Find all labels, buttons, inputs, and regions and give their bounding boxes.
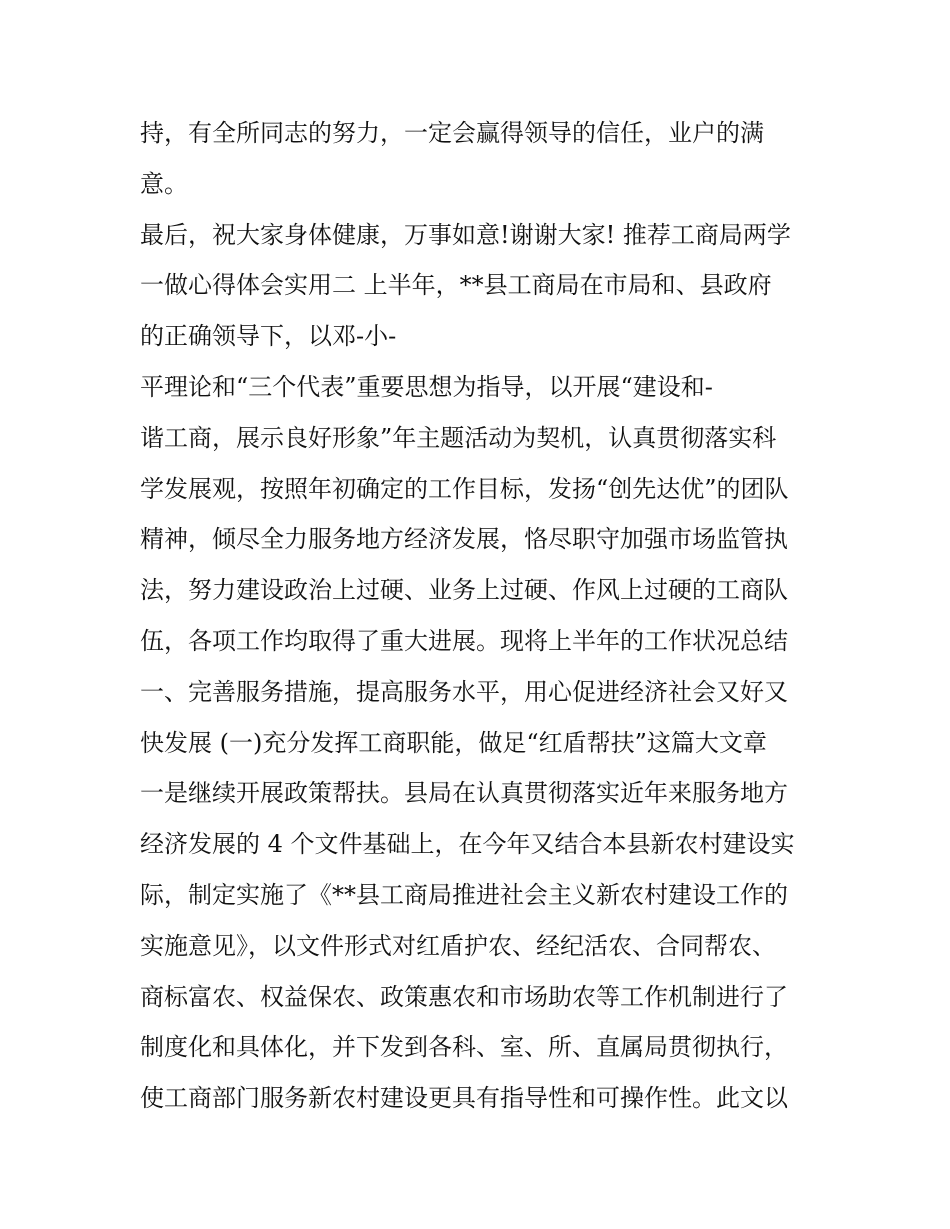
text-line: 快发展 (一)充分发挥工商职能，做足“红盾帮扶”这篇大文章 — [140, 728, 767, 757]
text-line: 一做心得体会实用二 上半年，**县工商局在市局和、县政府 — [140, 271, 772, 300]
text-line: 最后，祝大家身体健康，万事如意!谢谢大家! 推荐工商局两学 — [140, 220, 791, 249]
text-line: 持，有全所同志的努力，一定会赢得领导的信任，业户的满 — [140, 119, 764, 147]
text-line: 经济发展的 4 个文件基础上，在今年又结合本县新农村建设实 — [140, 830, 795, 859]
body-text — [140, 108, 840, 1124]
text-line: 实施意见》，以文件形式对红盾护农、经纪活农、合同帮农、 — [140, 931, 776, 960]
text-line: 制度化和具体化，并下发到各科、室、所、直属局贯彻执行， — [140, 1033, 788, 1062]
text-line: 的正确领导下，以邓-小- — [140, 322, 397, 351]
text-line: 平理论和“三个代表”重要思想为指导，以开展“建设和- — [140, 372, 713, 401]
text-line: 意。 — [140, 169, 188, 198]
text-line: 商标富农、权益保农、政策惠农和市场助农等工作机制进行了 — [140, 982, 788, 1011]
text-line: 一、完善服务措施，提高服务水平，用心促进经济社会又好又 — [140, 677, 788, 706]
text-line: 一是继续开展政策帮扶。县局在认真贯彻落实近年来服务地方 — [140, 779, 788, 808]
text-line: 伍，各项工作均取得了重大进展。现将上半年的工作状况总结 — [140, 626, 788, 655]
text-line: 使工商部门服务新农村建设更具有指导性和可操作性。此文以 — [140, 1084, 788, 1113]
text-line: 谐工商，展示良好形象”年主题活动为契机，认真贯彻落实科 — [140, 423, 777, 452]
text-line: 精神，倾尽全力服务地方经济发展，恪尽职守加强市场监管执 — [140, 525, 788, 554]
text-line: 法，努力建设政治上过硬、业务上过硬、作风上过硬的工商队 — [140, 576, 788, 605]
text-line: 学发展观，按照年初确定的工作目标，发扬“创先达优”的团队 — [140, 474, 789, 503]
text-line: 际，制定实施了《**县工商局推进社会主义新农村建设工作的 — [140, 880, 788, 909]
